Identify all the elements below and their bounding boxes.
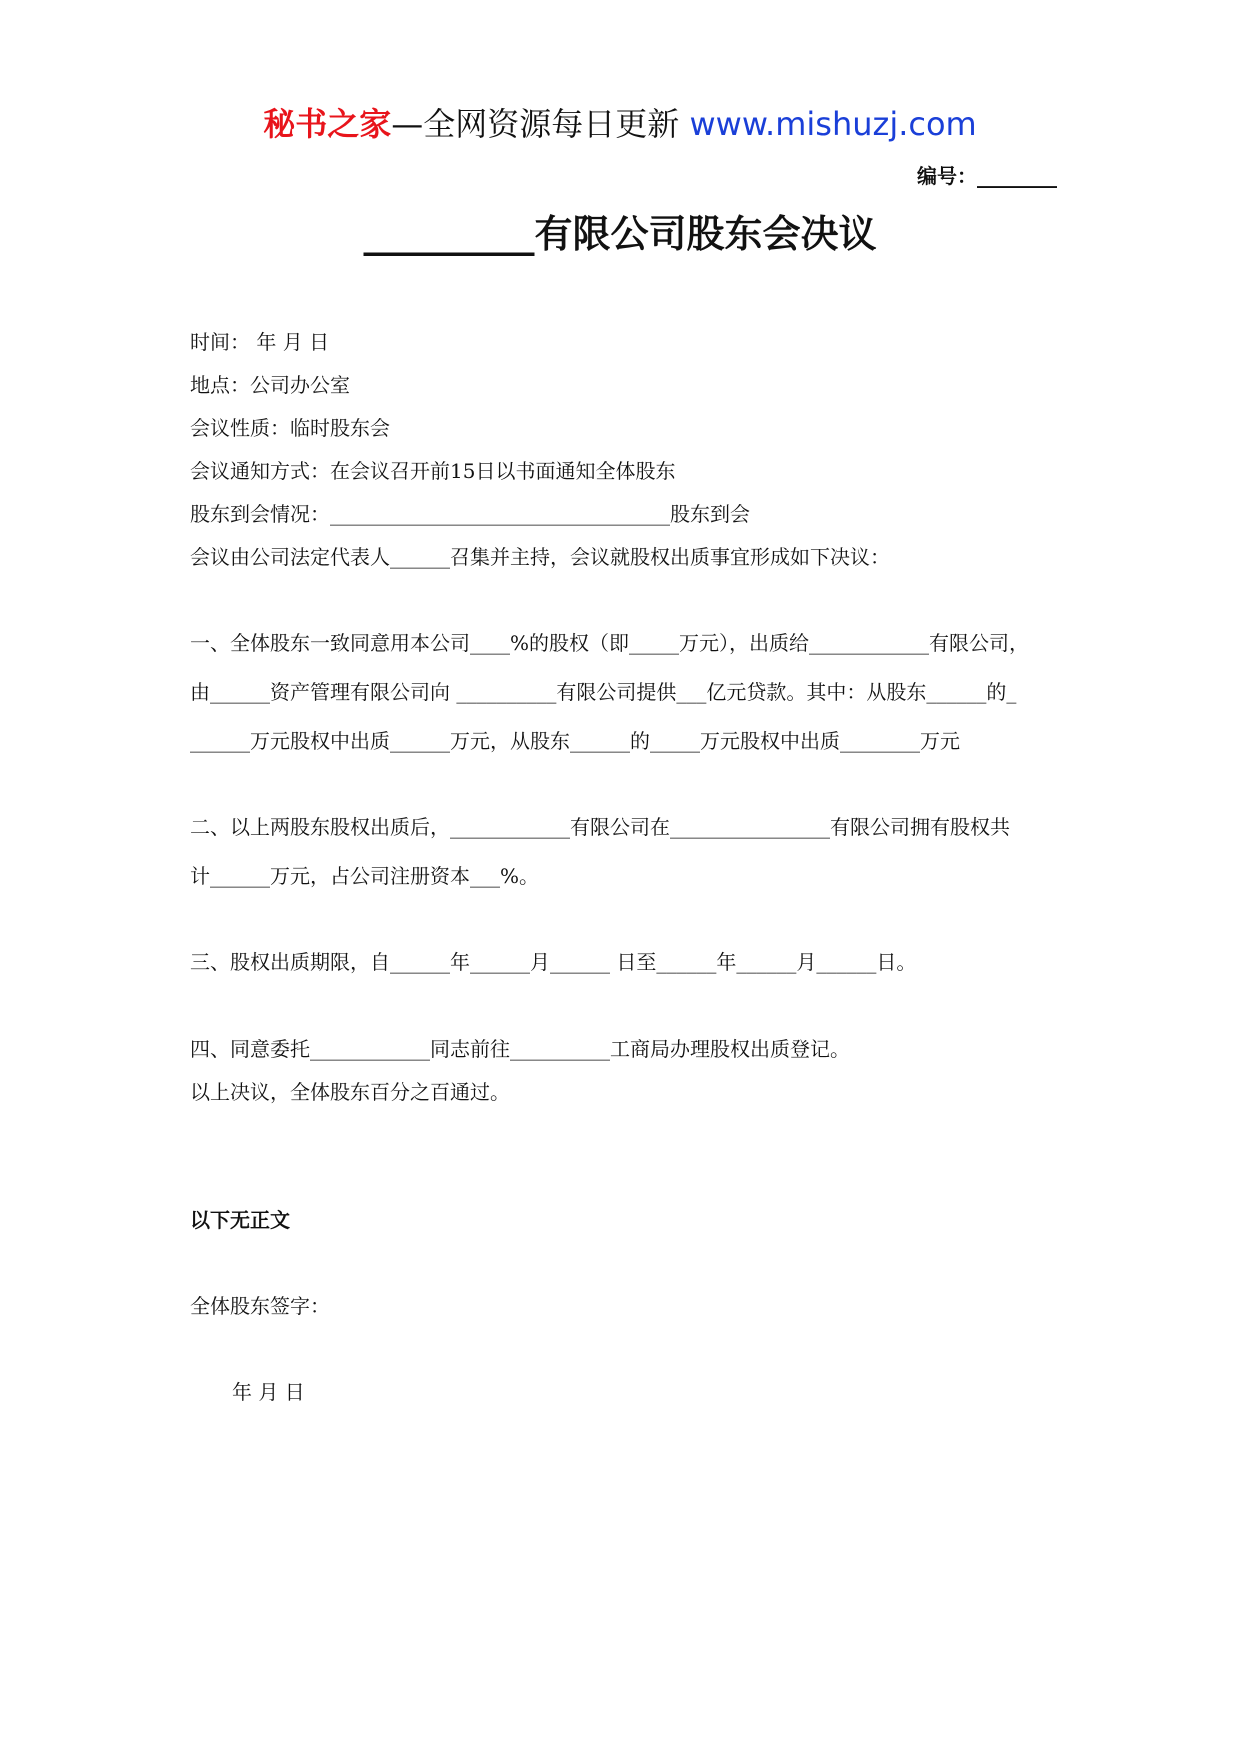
meeting-notice: 会议通知方式：在会议召开前15日以书面通知全体股东 <box>190 459 676 483</box>
resolution-2-line-2: 计______万元，占公司注册资本___%。 <box>190 864 540 888</box>
resolution-1-line-1: 一、全体股东一致同意用本公司____%的股权（即_____万元），出质给____________有限公司， <box>190 631 1030 655</box>
shareholder-attendance: 股东到会情况：__________________________________股东到会 <box>190 502 750 526</box>
document-title: _________有限公司股东会决议 <box>363 212 877 256</box>
meeting-place: 地点：公司办公室 <box>190 373 350 397</box>
banner-slogan: —全网资源每日更新 <box>391 105 680 143</box>
meeting-host: 会议由公司法定代表人______召集并主持，会议就股权出质事宜形成如下决议： <box>190 545 890 569</box>
resolution-1-line-2: 由______资产管理有限公司向 __________有限公司提供___亿元贷款。其中：从股东______的_ <box>190 680 1017 704</box>
resolution-4: 四、同意委托____________同志前往__________工商局办理股权出质登记。 <box>190 1037 850 1061</box>
no-more-text: 以下无正文 <box>190 1208 290 1232</box>
meeting-nature: 会议性质：临时股东会 <box>190 416 390 440</box>
meeting-time: 时间： 年 月 日 <box>190 330 330 354</box>
website-link[interactable]: www.mishuzj.com <box>689 105 977 143</box>
resolution-passed: 以上决议，全体股东百分之百通过。 <box>190 1080 510 1104</box>
signature-date: 年 月 日 <box>232 1380 305 1404</box>
site-banner <box>0 100 1240 148</box>
resolution-2-line-1: 二、以上两股东股权出质后，____________有限公司在________________有限公司拥有股权共 <box>190 815 1010 839</box>
document-number: 编号：________ <box>917 164 1057 188</box>
resolution-1-line-3: ______万元股权中出质______万元，从股东______的_____万元股权中出质________万元 <box>190 729 960 753</box>
brand-name: 秘书之家 <box>263 105 392 143</box>
signature-label: 全体股东签字： <box>190 1294 330 1318</box>
resolution-3: 三、股权出质期限，自______年______月______ 日至______年______月______日。 <box>190 950 917 974</box>
